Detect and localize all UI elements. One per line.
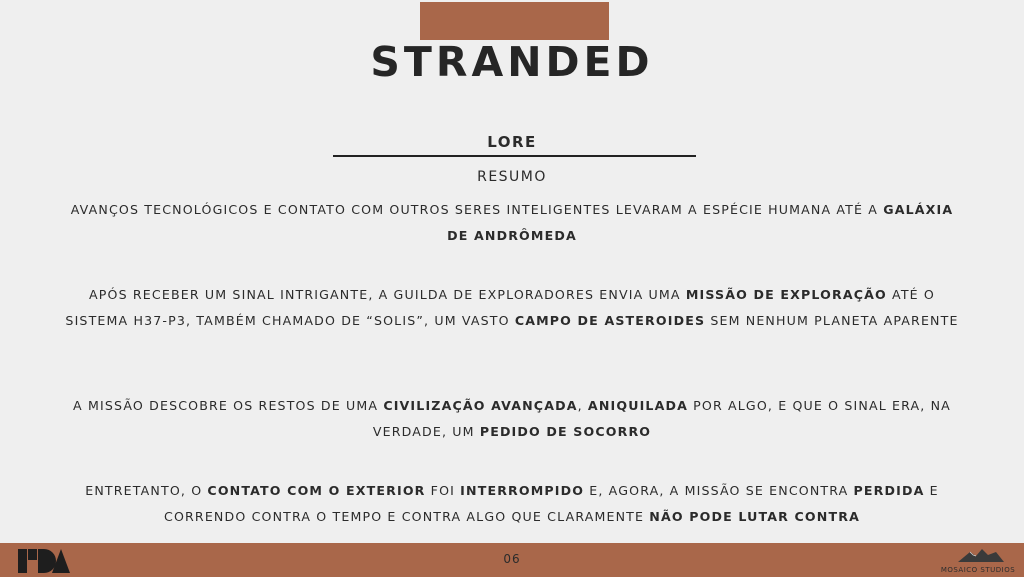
highlighted-term: CIVILIZAÇÃO AVANÇADA: [383, 398, 578, 413]
heading-divider: [333, 155, 696, 157]
subheading: RESUMO: [477, 169, 547, 185]
highlighted-term: CONTATO COM O EXTERIOR: [207, 483, 426, 498]
studio-name: MOSAICO STUDIOS: [940, 566, 1016, 574]
highlighted-term: GALÁXIA DE ANDRÔMEDA: [447, 202, 954, 243]
mosaico-studios-logo-icon: [940, 546, 1016, 574]
paragraph-text: AVANÇOS TECNOLÓGICOS E CONTATO COM OUTROS SERES INTELIGENTES LEVARAM A ESPÉCIE HUMANA ATÉ A: [70, 202, 884, 217]
paragraph-text: FOI: [425, 483, 461, 498]
lore-paragraph-1: [60, 197, 964, 249]
highlighted-term: INTERROMPIDO: [460, 483, 585, 498]
paragraph-text: APÓS RECEBER UM SINAL INTRIGANTE, A GUILDA DE EXPLORADORES ENVIA UMA: [89, 287, 686, 302]
highlighted-term: MISSÃO DE EXPLORAÇÃO: [685, 287, 887, 302]
paragraph-text: ENTRETANTO, O: [85, 483, 208, 498]
section-heading: LORE: [487, 133, 537, 151]
paragraph-text: E, AGORA, A MISSÃO SE ENCONTRA: [584, 483, 854, 498]
page-number: 06: [503, 552, 521, 566]
lore-paragraph-3: [60, 393, 964, 445]
highlighted-term: NÃO PODE LUTAR CONTRA: [649, 509, 860, 524]
paragraph-text: A MISSÃO DESCOBRE OS RESTOS DE UMA: [73, 398, 384, 413]
paragraph-text: ,: [577, 398, 588, 413]
lore-paragraph-4: [60, 478, 964, 530]
highlighted-term: CAMPO DE ASTEROIDES: [514, 313, 706, 328]
highlighted-term: PEDIDO DE SOCORRO: [479, 424, 652, 439]
top-accent-bar: [420, 2, 609, 40]
paragraph-text: E CORRENDO CONTRA O TEMPO E CONTRA ALGO QUE CLARAMENTE: [164, 483, 939, 524]
paragraph-text: SEM NENHUM PLANETA APARENTE: [705, 313, 959, 328]
paragraph-text: POR ALGO, E QUE O SINAL ERA, NA VERDADE, UM: [372, 398, 951, 439]
paragraph-text: ATÉ O SISTEMA H37-P3, TAMBÉM CHAMADO DE “SOLIS”, UM VASTO: [65, 287, 935, 328]
footer-bar: [0, 543, 1024, 577]
slide-title: STRANDED: [370, 38, 654, 86]
lore-paragraph-2: [60, 282, 964, 334]
highlighted-term: ANIQUILADA: [587, 398, 688, 413]
highlighted-term: PERDIDA: [853, 483, 925, 498]
